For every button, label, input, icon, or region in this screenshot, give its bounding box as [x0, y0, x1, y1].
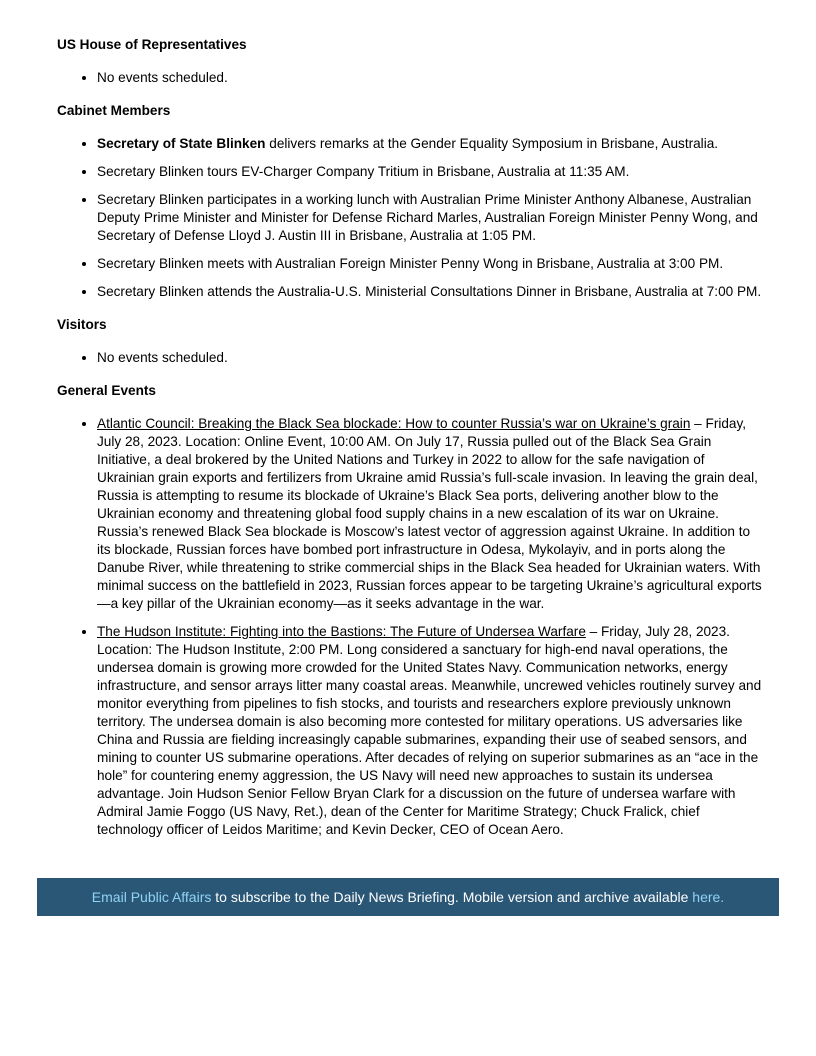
event-link-atlantic-council[interactable]: Atlantic Council: Breaking the Black Sea blockade: How to counter Russia’s war on Ukraine’s grain [97, 416, 691, 431]
list-item: • Secretary Blinken tours EV-Charger Company Tritium in Brisbane, Australia at 11:35 AM. [97, 163, 762, 181]
bold-name: Secretary of State Blinken [97, 136, 266, 151]
email-public-affairs-link[interactable]: Email Public Affairs [91, 889, 212, 905]
visitors-list [57, 349, 762, 367]
list-item [97, 415, 762, 613]
archive-here-link[interactable]: here. [692, 889, 725, 905]
event-description: – Friday, July 28, 2023. Location: The Hudson Institute, 2:00 PM. Long considered a sanctuary for high-end naval operations, the undersea domain is growing more crowded for the United States Navy. Communication networks, energy infrastructure, and sensor arrays litter many coastal areas. Meanwhile, uncrewed vehicles routinely survey and monitor everything from pipelines to fish stocks, and tourists and researchers explore previously unknown territory. The undersea domain is also becoming more contested for military operations. US adversaries like China and Russia are fielding increasingly capable submarines, expanding their use of seabed sensors, and mining to counter US submarine operations. After decades of relying on superior submarines as an “ace in the hole” for countering enemy aggression, the US Navy will need new approaches to sustain its undersea advantage. Join Hudson Senior Fellow Bryan Clark for a discussion on the future of undersea warfare with Admiral Jamie Foggo (US Navy, Ret.), dean of the Center for Maritime Strategy; Chuck Fralick, chief technology officer of Leidos Maritime; and Kevin Decker, CEO of Ocean Aero. [97, 624, 762, 837]
event-description: – Friday, July 28, 2023. Location: Online Event, 10:00 AM. On July 17, Russia pulled out of the Black Sea Grain Initiative, a deal brokered by the United Nations and Turkey in 2022 to allow for the safe navigation of Ukrainian grain exports and fertilizers from Ukraine amid Russia’s full-scale invasion. In leaving the grain deal, Russia is attempting to resume its blockade of Ukraine’s Black Sea ports, delivering another blow to the Ukrainian economy and threatening global food supply chains in a new escalation of its war on Ukraine. Russia’s renewed Black Sea blockade is Moscow’s latest vector of aggression against Ukraine. In addition to its blockade, Russian forces have bombed port infrastructure in Odesa, Mykolayiv, and in ports along the Danube River, while threatening to strike commercial ships in the Black Sea headed for Ukrainian waters. With minimal success on the battlefield in 2023, Russian forces appear to be targeting Ukraine’s agricultural exports—a key pillar of the Ukrainian economy—as it seeks advantage in the war. [97, 416, 762, 611]
list-item [97, 135, 762, 153]
footer-text: to subscribe to the Daily News Briefing. Mobile version and archive available [211, 889, 693, 905]
house-list [57, 69, 762, 87]
section-title-visitors: Visitors [57, 317, 107, 332]
list-item: • Secretary Blinken participates in a working lunch with Australian Prime Minister Anthony Albanese, Australian Deputy Prime Minister and Minister for Defense Richard Marles, Australian Foreign Minister Penny Wong, and Secretary of Defense Lloyd J. Austin III in Brisbane, Australia at 1:05 PM. [97, 191, 762, 245]
briefing-content [57, 34, 762, 839]
list-item: • No events scheduled. [97, 349, 762, 367]
list-item: • No events scheduled. [97, 69, 762, 87]
section-title-general-events: General Events [57, 383, 156, 398]
cabinet-list [57, 135, 762, 301]
footer-banner [37, 878, 779, 916]
list-item: • Secretary Blinken meets with Australian Foreign Minister Penny Wong in Brisbane, Australia at 3:00 PM. [97, 255, 762, 273]
list-item [97, 623, 762, 839]
event-link-hudson-institute[interactable]: The Hudson Institute: Fighting into the Bastions: The Future of Undersea Warfare [97, 624, 586, 639]
section-title-house: US House of Representatives [57, 37, 247, 52]
item-text: delivers remarks at the Gender Equality Symposium in Brisbane, Australia. [265, 136, 719, 151]
general-events-list [57, 415, 762, 839]
section-title-cabinet: Cabinet Members [57, 103, 171, 118]
list-item: • Secretary Blinken attends the Australia-U.S. Ministerial Consultations Dinner in Brisbane, Australia at 7:00 PM. [97, 283, 762, 301]
